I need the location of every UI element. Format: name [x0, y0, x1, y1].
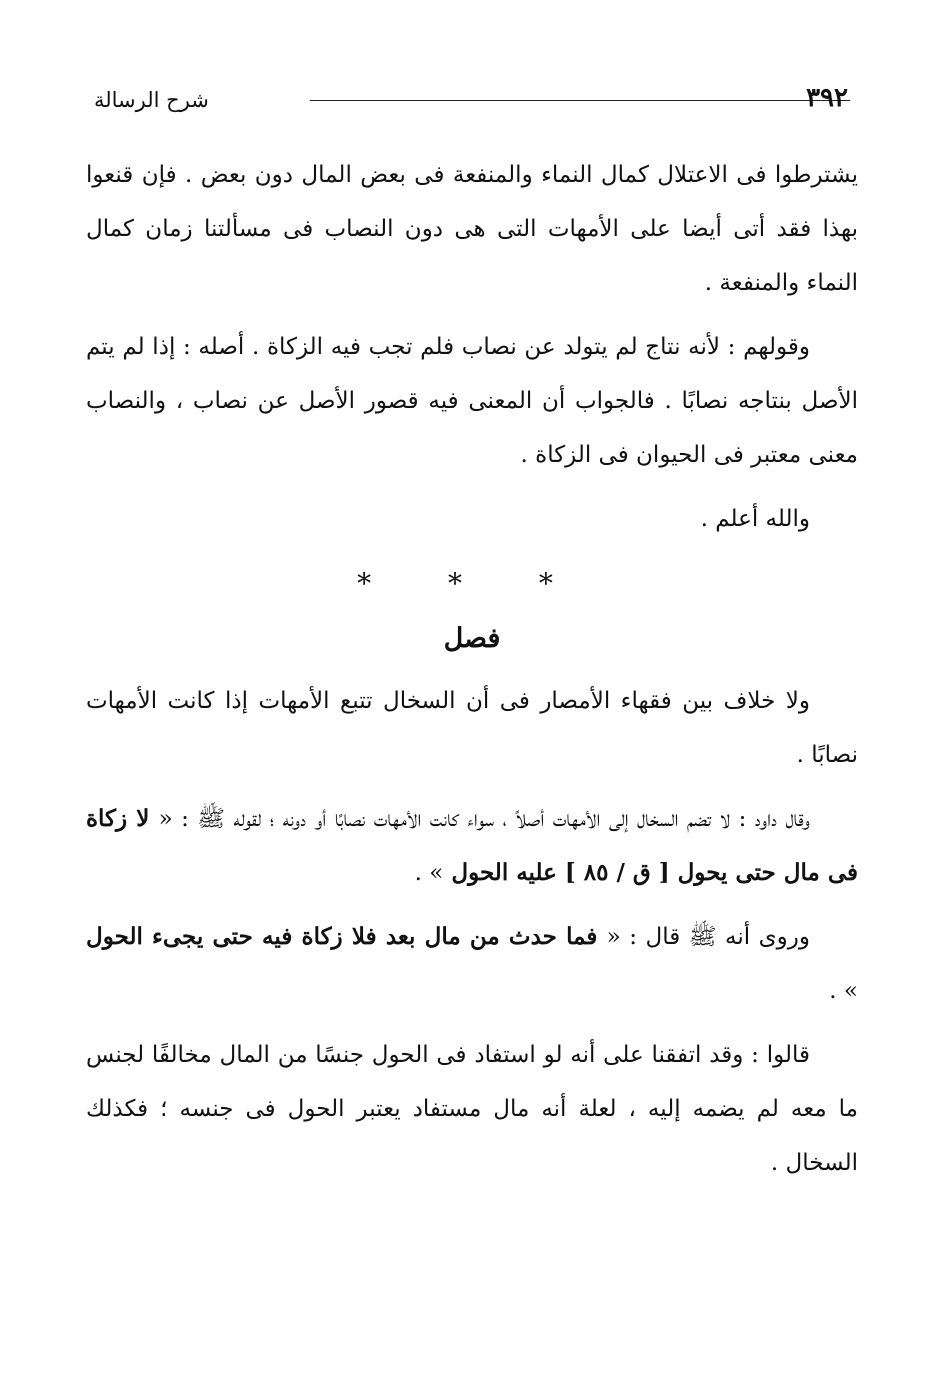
hadith-quote-2: فما حدث من مال بعد فلا زكاة فيه حتى يجىء الحول — [86, 923, 607, 950]
hadith-quote-1: لا زكاة فى مال حتى يحول [ ق / ٨٥ ] عليه الحول — [86, 805, 858, 886]
section-separator: * * * — [357, 567, 587, 600]
running-title: شرح الرسالة — [94, 88, 209, 112]
narration-text: وروى أنه ﷺ قال : « — [606, 924, 810, 950]
section-title: فصل — [443, 623, 501, 654]
page-header — [88, 83, 848, 122]
paragraph-consensus: ولا خلاف بين فقهاء الأمصار فى أن السخال تتبع الأمهات إذا كانت الأمهات نصابًا . — [86, 688, 858, 768]
page-body — [86, 148, 858, 1200]
header-rule — [310, 100, 850, 101]
paragraph-narration — [86, 910, 858, 1018]
page-number: ٣٩٢ — [806, 83, 848, 113]
narration-close: » . — [829, 978, 858, 1004]
paragraph-argument: قالوا : وقد اتفقنا على أنه لو استفاد فى الحول جنسًا من المال مخالفًا لجنس ما معه لم يضمه إليه ، لعلة أنه مال مستفاد يعتبر الحول فى جنسه ؛ فكذلك السخال . — [86, 1042, 858, 1176]
paragraph-reply: وقولهم : لأنه نتاج لم يتولد عن نصاب فلم تجب فيه الزكاة . أصله : إذا لم يتم الأصل بنتاجه نصابًا . فالجواب أن المعنى فيه قصور الأصل عن نصاب ، والنصاب معنى معتبر فى الحيوان فى الزكاة . — [86, 334, 858, 468]
paragraph-continuation: يشترطوا فى الاعتلال كمال النماء والمنفعة فى بعض المال دون بعض . فإن قنعوا بهذا فقد أتى أيضا على الأمهات التى هى دون النصاب فى مسألتنا زمان كمال النماء والمنفعة . — [86, 162, 858, 296]
dawud-close: » . — [414, 860, 444, 886]
paragraph-dawud — [86, 792, 858, 900]
paragraph-closing: والله أعلم . — [700, 506, 810, 532]
dawud-text: وقال داود : لا تضم السخال إلى الأمهات أصلاً ، سواء كانت الأمهات نصابًا أو دونه ؛ لقوله ﷺ : « — [158, 806, 811, 832]
